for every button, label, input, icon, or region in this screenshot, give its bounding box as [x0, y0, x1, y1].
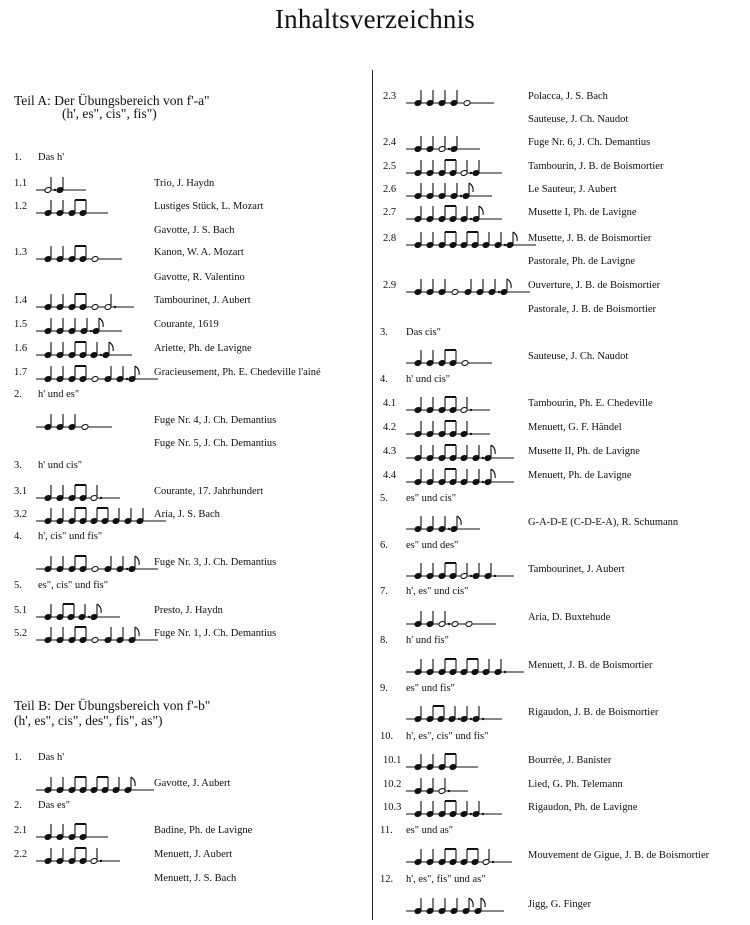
rhythm-staff	[406, 897, 504, 917]
piece-title[interactable]: Le Sauteur, J. Aubert	[528, 184, 617, 195]
entry-number: 1.4	[14, 295, 28, 306]
rhythm-staff	[36, 199, 108, 219]
rhythm-staff	[406, 848, 512, 868]
rhythm-staff	[36, 823, 108, 843]
rhythm-staff	[36, 603, 120, 623]
section-heading: h', cis" und fis"	[38, 531, 103, 542]
entry-number: 1.6	[14, 343, 28, 354]
rhythm-staff	[36, 293, 134, 313]
rhythm-staff	[406, 278, 530, 298]
section-number: 1.	[14, 152, 22, 163]
piece-title[interactable]: Courante, 17. Jahrhundert	[154, 486, 264, 497]
section-number: 10.	[380, 731, 394, 742]
teil-a-heading: Teil A: Der Übungsbereich von f'-a"	[14, 93, 210, 108]
entry-number: 1.1	[14, 178, 28, 189]
column-divider	[372, 70, 373, 920]
section-heading: es" und cis"	[406, 493, 456, 504]
rhythm-staff	[36, 245, 122, 265]
teil-a-subheading: (h', es", cis", fis")	[62, 106, 157, 121]
rhythm-staff	[36, 847, 120, 867]
piece-title[interactable]: Lied, G. Ph. Telemann	[528, 779, 623, 790]
piece-title[interactable]: Fuge Nr. 4, J. Ch. Demantius	[154, 415, 277, 426]
piece-title[interactable]: Menuett, J. Aubert	[154, 849, 233, 860]
piece-title[interactable]: Tambourinet, J. Aubert	[154, 295, 251, 306]
section-heading: Das cis"	[406, 327, 441, 338]
section-number: 5.	[380, 493, 388, 504]
entry-number: 5.1	[14, 605, 28, 616]
section-heading: h' und cis"	[406, 374, 451, 385]
rhythm-staff	[36, 776, 154, 796]
section-heading: h' und fis"	[406, 635, 449, 646]
piece-title[interactable]: Fuge Nr. 1, J. Ch. Demantius	[154, 628, 277, 639]
entry-number: 1.3	[14, 247, 28, 258]
piece-title[interactable]: Tambourin, Ph. E. Chedeville	[528, 398, 653, 409]
entry-number: 4.2	[383, 422, 397, 433]
section-heading: Das h'	[38, 752, 65, 763]
entry-number: 2.4	[383, 137, 397, 148]
rhythm-staff	[406, 468, 514, 488]
section-number: 2.	[14, 800, 22, 811]
rhythm-staff	[406, 159, 502, 179]
section-number: 3.	[14, 460, 22, 471]
rhythm-staff	[36, 484, 120, 504]
teil-b-heading: Teil B: Der Übungsbereich von f'-b"	[14, 698, 211, 713]
rhythm-staff	[406, 135, 480, 155]
entry-number: 2.1	[14, 825, 28, 836]
rhythm-staff	[406, 705, 502, 725]
piece-title[interactable]: Kanon, W. A. Mozart	[154, 247, 244, 258]
piece-title[interactable]: Menuett, G. F. Händel	[528, 422, 622, 433]
rhythm-staff	[406, 349, 492, 369]
section-heading: Das h'	[38, 152, 65, 163]
entry-number: 10.3	[383, 802, 402, 813]
entry-number: 1.2	[14, 201, 28, 212]
entry-number: 2.6	[383, 184, 397, 195]
rhythm-staff	[406, 89, 494, 109]
section-heading: es" und as"	[406, 825, 454, 836]
rhythm-staff	[36, 317, 122, 337]
section-number: 7.	[380, 586, 388, 597]
piece-title[interactable]: Courante, 1619	[154, 319, 219, 330]
rhythm-staff	[36, 413, 112, 433]
rhythm-staff	[406, 396, 490, 416]
piece-title[interactable]: Bourrée, J. Banister	[528, 755, 612, 766]
piece-title[interactable]: Ouverture, J. B. de Boismortier	[528, 280, 661, 291]
rhythm-staff	[406, 420, 490, 440]
section-number: 3.	[380, 327, 388, 338]
section-heading: h', es", cis" und fis"	[406, 731, 489, 742]
piece-title[interactable]: Badine, Ph. de Lavigne	[154, 825, 253, 836]
rhythm-staff	[36, 507, 166, 527]
section-number: 2.	[14, 389, 22, 400]
rhythm-staff	[406, 562, 514, 582]
piece-title[interactable]: Gavotte, R. Valentino	[154, 272, 245, 283]
piece-title[interactable]: Sauteuse, J. Ch. Naudot	[528, 351, 629, 362]
entry-number: 2.3	[383, 91, 397, 102]
section-heading: es" und des"	[406, 540, 459, 551]
piece-title[interactable]: Trio, J. Haydn	[154, 178, 215, 189]
rhythm-staff	[406, 231, 536, 251]
piece-title[interactable]: Jigg, G. Finger	[528, 899, 591, 910]
section-number: 9.	[380, 683, 388, 694]
piece-title[interactable]: Polacca, J. S. Bach	[528, 91, 608, 102]
rhythm-staff	[406, 515, 480, 535]
piece-title[interactable]: Gavotte, J. Aubert	[154, 778, 231, 789]
piece-title[interactable]: Mouvement de Gigue, J. B. de Boismortier	[528, 850, 710, 861]
piece-title[interactable]: Tambourin, J. B. de Boismortier	[528, 161, 664, 172]
piece-title[interactable]: Musette I, Ph. de Lavigne	[528, 207, 637, 218]
piece-title[interactable]: Tambourinet, J. Aubert	[528, 564, 625, 575]
entry-number: 3.1	[14, 486, 28, 497]
piece-title[interactable]: Lustiges Stück, L. Mozart	[154, 201, 264, 212]
page-title: Inhaltsverzeichnis	[274, 4, 476, 34]
piece-title[interactable]: Pastorale, J. B. de Boismortier	[528, 304, 657, 315]
piece-title[interactable]: Menuett, J. S. Bach	[154, 873, 237, 884]
teil-b-subheading: (h', es", cis", des", fis", as")	[14, 713, 163, 728]
entry-number: 10.2	[383, 779, 402, 790]
entry-number: 4.4	[383, 470, 397, 481]
entry-number: 2.5	[383, 161, 397, 172]
section-heading: h' und es"	[38, 389, 80, 400]
rhythm-staff	[36, 341, 132, 361]
section-number: 4.	[14, 531, 22, 542]
rhythm-staff	[406, 800, 502, 820]
entry-number: 2.9	[383, 280, 397, 291]
entry-number: 5.2	[14, 628, 28, 639]
rhythm-staff	[36, 555, 158, 575]
piece-title[interactable]: Fuge Nr. 5, J. Ch. Demantius	[154, 438, 277, 449]
piece-title[interactable]: G-A-D-E (C-D-E-A), R. Schumann	[528, 517, 679, 528]
piece-title[interactable]: Fuge Nr. 3, J. Ch. Demantius	[154, 557, 277, 568]
section-number: 1.	[14, 752, 22, 763]
piece-title[interactable]: Ariette, Ph. de Lavigne	[154, 343, 252, 354]
rhythm-staff	[36, 176, 86, 196]
entry-number: 10.1	[383, 755, 402, 766]
entry-number: 4.3	[383, 446, 397, 457]
entry-number: 4.1	[383, 398, 397, 409]
section-number: 12.	[380, 874, 394, 885]
piece-title[interactable]: Gracieusement, Ph. E. Chedeville l'ainé	[154, 367, 321, 378]
piece-title[interactable]: Musette, J. B. de Boismortier	[528, 233, 652, 244]
rhythm-staff	[406, 777, 468, 797]
section-heading: h' und cis"	[38, 460, 83, 471]
piece-title[interactable]: Sauteuse, J. Ch. Naudot	[528, 114, 629, 125]
piece-title[interactable]: Pastorale, Ph. de Lavigne	[528, 256, 636, 267]
section-number: 11.	[380, 825, 393, 836]
rhythm-staff	[406, 658, 524, 678]
section-number: 8.	[380, 635, 388, 646]
section-number: 4.	[380, 374, 388, 385]
piece-title[interactable]: Presto, J. Haydn	[154, 605, 223, 616]
piece-title[interactable]: Musette II, Ph. de Lavigne	[528, 446, 640, 457]
entry-number: 2.8	[383, 233, 397, 244]
rhythm-staff	[36, 365, 158, 385]
piece-title[interactable]: Aria, J. S. Bach	[154, 509, 220, 520]
piece-title[interactable]: Rigaudon, J. B. de Boismortier	[528, 707, 659, 718]
entry-number: 2.2	[14, 849, 28, 860]
rhythm-staff	[36, 626, 158, 646]
piece-title[interactable]: Gavotte, J. S. Bach	[154, 225, 235, 236]
rhythm-staff	[406, 205, 502, 225]
section-heading: h', es", fis" und as"	[406, 874, 486, 885]
section-heading: h', es" und cis"	[406, 586, 469, 597]
section-heading: Das es"	[38, 800, 70, 811]
piece-title[interactable]: Menuett, Ph. de Lavigne	[528, 470, 632, 481]
entry-number: 1.5	[14, 319, 28, 330]
piece-title[interactable]: Menuett, J. B. de Boismortier	[528, 660, 653, 671]
section-heading: es" und fis"	[406, 683, 455, 694]
rhythm-staff	[406, 182, 492, 202]
rhythm-staff	[406, 610, 496, 630]
rhythm-staff	[406, 753, 478, 773]
rhythm-staff	[406, 444, 514, 464]
piece-title[interactable]: Aria, D. Buxtehude	[528, 612, 611, 623]
piece-title[interactable]: Rigaudon, Ph. de Lavigne	[528, 802, 638, 813]
entry-number: 1.7	[14, 367, 28, 378]
entry-number: 2.7	[383, 207, 397, 218]
entry-number: 3.2	[14, 509, 28, 520]
section-heading: es", cis" und fis"	[38, 580, 109, 591]
piece-title[interactable]: Fuge Nr. 6, J. Ch. Demantius	[528, 137, 651, 148]
section-number: 6.	[380, 540, 388, 551]
section-number: 5.	[14, 580, 22, 591]
